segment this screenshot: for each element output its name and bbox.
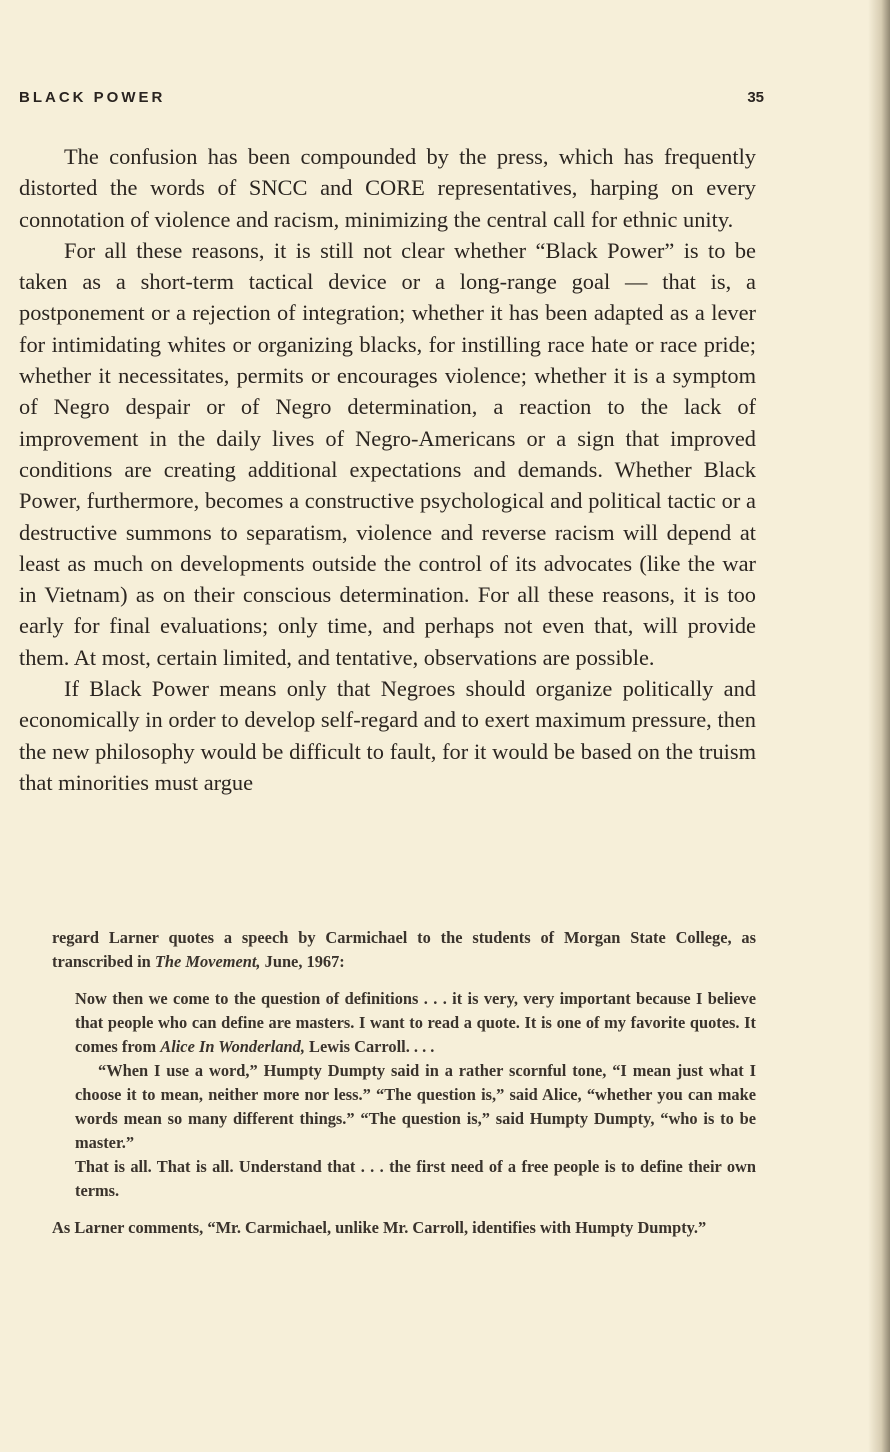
paragraph-1: The confusion has been compounded by the press, which has frequently distorted the words of SNCC and CORE representatives, harping on every connotation of violence and racism, minimizing the central call for ethnic unity.	[19, 144, 756, 232]
paragraph-3: If Black Power means only that Negroes should organize politically and economically in order to develop self-regard and to exert maximum pressure, then the new philosophy would be difficult to fault, for it would be based on the truism that minorities must argue	[19, 676, 756, 795]
block-quote	[75, 987, 756, 1203]
quote-paragraph-1	[75, 987, 756, 1059]
footnote-intro	[52, 926, 756, 974]
footnote-section	[52, 926, 756, 1240]
running-header	[19, 89, 764, 113]
paragraph-2: For all these reasons, it is still not clear whether “Black Power” is to be taken as a short-term tactical device or a long-range goal — that is, a postponement or a rejection of integration; whether it has been adapted as a lever for intimidating whites or organizing blacks, for instilling race hate or race pride; whether it necessitates, permits or encourages violence; whether it is a symptom of Negro despair or of Negro determination, a reaction to the lack of improvement in the daily lives of Negro-Americans or a sign that improved conditions are creating additional expectations and demands. Whether Black Power, furthermore, becomes a constructive psychological and political tactic or a destructive summons to separatism, violence and reverse racism will depend at least as much on developments outside the control of its advocates (like the war in Vietnam) as on their conscious determination. For all these reasons, it is too early for final evaluations; only time, and perhaps not even that, will provide them. At most, certain limited, and tentative, observations are possible.	[19, 237, 756, 670]
page-edge-shadow	[868, 0, 890, 1452]
running-title: BLACK POWER	[19, 89, 166, 106]
footnote-intro-date: June, 1967:	[260, 952, 345, 971]
page-number: 35	[747, 89, 764, 106]
publication-title: The Movement,	[154, 952, 261, 971]
quote-paragraph-3: That is all. That is all. Understand that . . . the first need of a free people is to define their own terms.	[75, 1157, 756, 1200]
quote-1-text: Now then we come to the question of definitions . . . it is very, very important because I believe that people who can define are masters. I want to read a quote. It is one of my favorite quotes. It comes from	[75, 989, 756, 1056]
quote-1-author: Lewis Carroll. . . .	[304, 1037, 435, 1056]
footnote-intro-text: regard Larner quotes a speech by Carmichael to the students of Morgan State College, as transcribed in	[52, 928, 756, 971]
footnote-closing: As Larner comments, “Mr. Carmichael, unlike Mr. Carroll, identifies with Humpty Dumpty.”	[52, 1218, 707, 1237]
main-text	[19, 141, 756, 798]
book-title: Alice In Wonderland,	[160, 1037, 305, 1056]
quote-paragraph-2: “When I use a word,” Humpty Dumpty said in a rather scornful tone, “I mean just what I choose it to mean, neither more nor less.” “The question is,” said Alice, “whether you can make words mean so many different things.” “The question is,” said Humpty Dumpty, “who is to be master.”	[75, 1061, 756, 1152]
